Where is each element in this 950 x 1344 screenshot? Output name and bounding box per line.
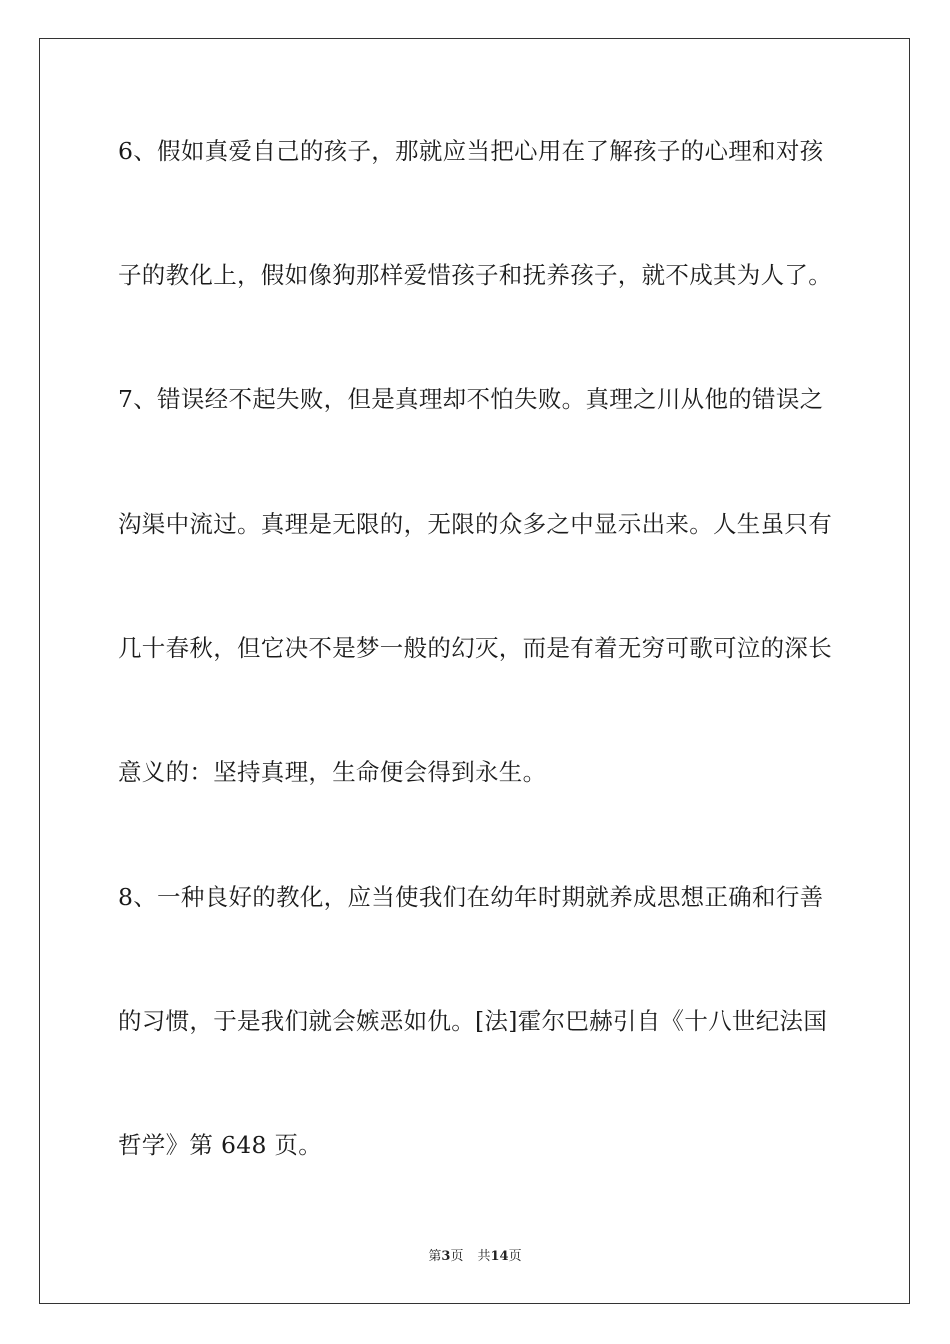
text-line: 的习惯，于是我们就会嫉恶如仇。[法]霍尔巴赫引自《十八世纪法国 xyxy=(118,1007,828,1035)
text-line: 哲学》第 648 页。 xyxy=(118,1131,323,1159)
page-prefix: 第 xyxy=(428,1249,442,1264)
total-pages-number: 14 xyxy=(490,1249,509,1264)
page-border xyxy=(39,38,910,1304)
page-footer xyxy=(0,1248,950,1266)
text-line: 意义的：坚持真理，生命便会得到永生。 xyxy=(118,758,547,786)
text-line: 6、假如真爱自己的孩子，那就应当把心用在了解孩子的心理和对孩 xyxy=(118,137,824,165)
total-prefix: 共 xyxy=(477,1249,491,1264)
text-line: 7、错误经不起失败，但是真理却不怕失败。真理之川从他的错误之 xyxy=(118,385,824,413)
total-suffix: 页 xyxy=(508,1249,522,1264)
current-page-number: 3 xyxy=(441,1249,451,1264)
text-line: 沟渠中流过。真理是无限的，无限的众多之中显示出来。人生虽只有 xyxy=(118,510,832,538)
text-line: 8、一种良好的教化，应当使我们在幼年时期就养成思想正确和行善 xyxy=(118,883,824,911)
text-line: 几十春秋，但它决不是梦一般的幻灭，而是有着无穷可歌可泣的深长 xyxy=(118,634,832,662)
page-suffix: 页 xyxy=(450,1249,464,1264)
text-line: 子的教化上，假如像狗那样爱惜孩子和抚养孩子，就不成其为人了。 xyxy=(118,261,832,289)
